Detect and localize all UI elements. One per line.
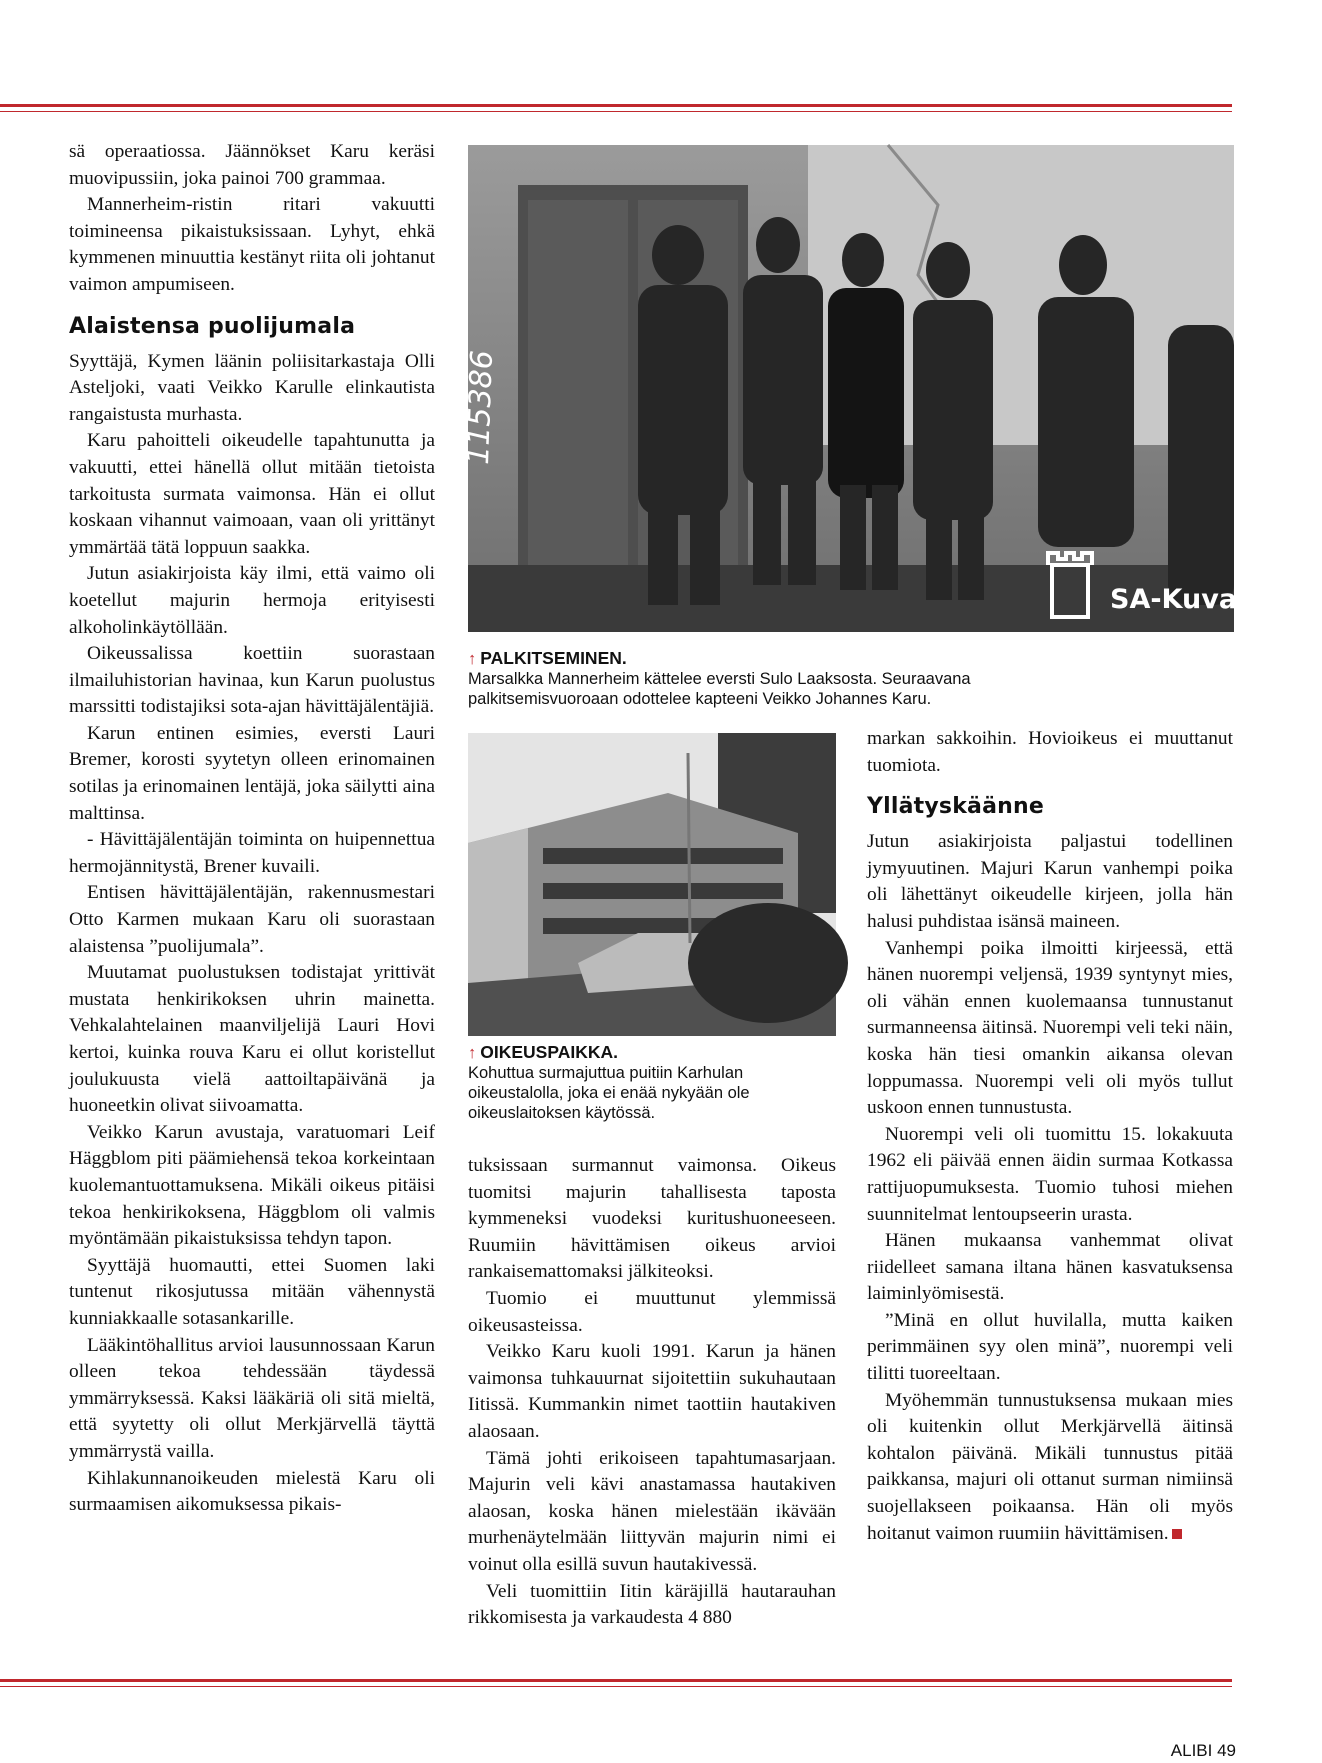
paragraph: Oikeussalissa koettiin suorastaan ilmailuhistorian havinaa, kun Karun puolustus marssitti todistajiksi sota-ajan hävittäjälentäjiä. <box>69 643 435 718</box>
paragraph: Karun entinen esimies, eversti Lauri Bremer, korosti syytetyn olleen erinomainen sotilas ja erinomainen lentäjä, joka säilytti aina malttinsa. <box>69 722 435 824</box>
photo-ceremony-image <box>461 145 1238 632</box>
paragraph: Veli tuomittiin Iitin käräjillä hautarauhan rikkomisesta ja varkaudesta 4 880 <box>468 1580 836 1629</box>
bottom-rule <box>0 1679 1232 1682</box>
paragraph: Karu pahoitteli oikeudelle tapahtunutta ja vakuutti, ettei hänellä ollut mitään tietoista tarkoitusta surmata vaimonsa. Hän ei ollut koskaan vihannut vaimoaan, vaan oli yrittänyt ymmärtää tätä loppuun saakka. <box>69 430 435 558</box>
paragraph: Syyttäjä huomautti, ettei Suomen laki tuntenut rikosjutussa mitään vähennystä kunniakkaalle sotasankarille. <box>69 1254 435 1329</box>
arrow-up-icon: ↑ <box>468 1044 477 1062</box>
bottom-rule-thin <box>0 1686 1232 1687</box>
paragraph: markan sakkoihin. Hovioikeus ei muuttanut tuomiota. <box>867 728 1233 776</box>
caption-heading: PALKITSEMINEN. <box>480 648 627 668</box>
arrow-up-icon: ↑ <box>468 650 477 668</box>
paragraph-text: Myöhemmän tunnustuksensa mukaan mies oli kuitenkin ollut Merkjärvellä äitinsä kohtalon päivänä. Mikäli tunnustus pitää paikkansa, majuri oli ottanut surman nimiinsä suojellakseen poikaansa. Hän oli myös hoitanut vaimon ruumiin hävittämisen. <box>867 1389 1233 1544</box>
photo-watermark: SA-Kuva <box>1110 584 1238 615</box>
paragraph: Mannerheim-ristin ritari vakuutti toimineensa pikaistuksissaan. Lyhyt, ehkä kymmenen minuuttia kestänyt riita oli johtanut vaimon ampumiseen. <box>69 194 435 295</box>
paragraph: Hänen mukaansa vanhemmat olivat riidelleet samana iltana hänen kasvatuksensa laiminlyömisestä. <box>867 1230 1233 1305</box>
paragraph: Tuomio ei muuttunut ylemmissä oikeusasteissa. <box>468 1287 836 1336</box>
photo-scribble: 115386 <box>461 349 500 466</box>
paragraph: Lääkintöhallitus arvioi lausunnossaan Karun olleen tekoa tehdessään täydessä ymmärryksessä. Kaksi lääkäriä oli sitä mieltä, että syytetty oli ollut Merkjärvellä täyttä ymmärrystä vailla. <box>69 1334 435 1462</box>
paragraph: Veikko Karun avustaja, varatuomari Leif Häggblom piti päämiehensä tekoa korkeintaan kuolemantuottamuksena. Mikäli oikeus pitäisi tekoa henkirikoksena, Häggblom oli valmis myöntämään pikaistuksissa tehdyn tapon. <box>69 1121 435 1250</box>
caption-ceremony <box>468 648 1028 709</box>
paragraph: Entisen hävittäjälentäjän, rakennusmestari Otto Karmen mukaan Karu oli suorastaan alaistensa ”puolijumala”. <box>69 882 435 957</box>
paragraph: Veikko Karu kuoli 1991. Karun ja hänen vaimonsa tuhkauurnat sijoitettiin sukuhautaan Iitissä. Kummankin nimet taottiin hautakiven alaosaan. <box>468 1341 836 1442</box>
photo-courthouse-image <box>468 733 836 1036</box>
column-left <box>69 139 435 1519</box>
photo-courthouse <box>468 733 836 1036</box>
paragraph: Muutamat puolustuksen todistajat yrittivät mustata henkirikoksen uhrin mainetta. Vehkalahtelainen maanviljelijä Lauri Hovi kertoi, kuinka rouva Karu ei ollut koristellut joulukuusta vielä aattoiltapäivänä ja huoneetkin olivat siivoamatta. <box>69 962 435 1117</box>
paragraph: sä operaatiossa. Jäännökset Karu keräsi muovipussiin, joka painoi 700 grammaa. <box>69 141 435 189</box>
top-rule <box>0 104 1232 107</box>
page-folio: ALIBI 49 <box>1170 1741 1236 1760</box>
paragraph: Tämä johti erikoiseen tapahtumasarjaan. Majurin veli kävi anastamassa hautakiven alaosan, koska hänen mielestään ikävään murhenäytelmään liittyvän majurin nimi ei voinut olla esillä suvun hautakivessä. <box>468 1447 836 1575</box>
paragraph: Jutun asiakirjoista paljastui todellinen jymyuutinen. Majuri Karun vanhempi poika oli lähettänyt oikeudelle kirjeen, jolla hän halusi puhdistaa isänsä maineen. <box>867 831 1233 932</box>
subheading-alaistensa: Alaistensa puolijumala <box>69 313 356 339</box>
paragraph: Kihlakunnanoikeuden mielestä Karu oli surmaamisen aikomuksessa pikais- <box>69 1467 435 1516</box>
caption-text: Kohuttua surmajuttua puitiin Karhulan oikeustalolla, joka ei enää nykyään ole oikeuslaitoksen käytössä. <box>468 1064 750 1122</box>
caption-text: Marsalkka Mannerheim kättelee eversti Sulo Laaksosta. Seuraavana palkitsemisvuoroaan odottelee kapteeni Veikko Johannes Karu. <box>468 670 971 708</box>
paragraph: - Hävittäjälentäjän toiminta on huipennettua hermojännitystä, Brener kuvaili. <box>69 829 435 877</box>
paragraph: tuksissaan surmannut vaimonsa. Oikeus tuomitsi majurin tahallisesta taposta kymmeneksi vuodeksi kuritushuoneeseen. Ruumiin hävittämisen oikeus arvioi rankaisemattomaksi jälkiteoksi. <box>468 1155 836 1283</box>
column-middle <box>468 1153 836 1632</box>
photo-ceremony <box>461 145 1238 632</box>
subheading-yllatyskaanne: Yllätyskäänne <box>867 794 1044 820</box>
caption-heading: OIKEUSPAIKKA. <box>480 1042 618 1062</box>
paragraph-last <box>867 1388 1233 1548</box>
paragraph: Jutun asiakirjoista käy ilmi, että vaimo oli koetellut majurin hermoja erityisesti alkoholinkäytöllään. <box>69 563 435 638</box>
end-mark-icon <box>1172 1529 1182 1539</box>
paragraph: Syyttäjä, Kymen läänin poliisitarkastaja Olli Asteljoki, vaati Veikko Karulle elinkautista rangaistusta murhasta. <box>69 350 435 425</box>
top-rule-thin <box>0 111 1232 112</box>
caption-courthouse <box>468 1042 828 1123</box>
column-right <box>867 726 1233 1547</box>
paragraph: Vanhempi poika ilmoitti kirjeessä, että hänen nuorempi veljensä, 1939 syntynyt mies, oli vähän ennen kuolemaansa tunnustanut surmanneensa äitinsä. Nuorempi veli teki näin, koska hän tiesi omankin aikansa olevan loppumassa. Nuorempi veli oli myös tullut uskoon ennen tunnustusta. <box>867 937 1233 1119</box>
paragraph: ”Minä en ollut huvilalla, mutta kaiken perimmäinen syy olen minä”, nuorempi veli tilitti tuoreeltaan. <box>867 1309 1233 1385</box>
paragraph: Nuorempi veli oli tuomittu 15. lokakuuta 1962 eli päivää ennen äidin surmaa Kotkassa rattijuopumuksesta. Tuomio tuhosi miehen suunnitelmat lentoupseerin urasta. <box>867 1123 1233 1225</box>
